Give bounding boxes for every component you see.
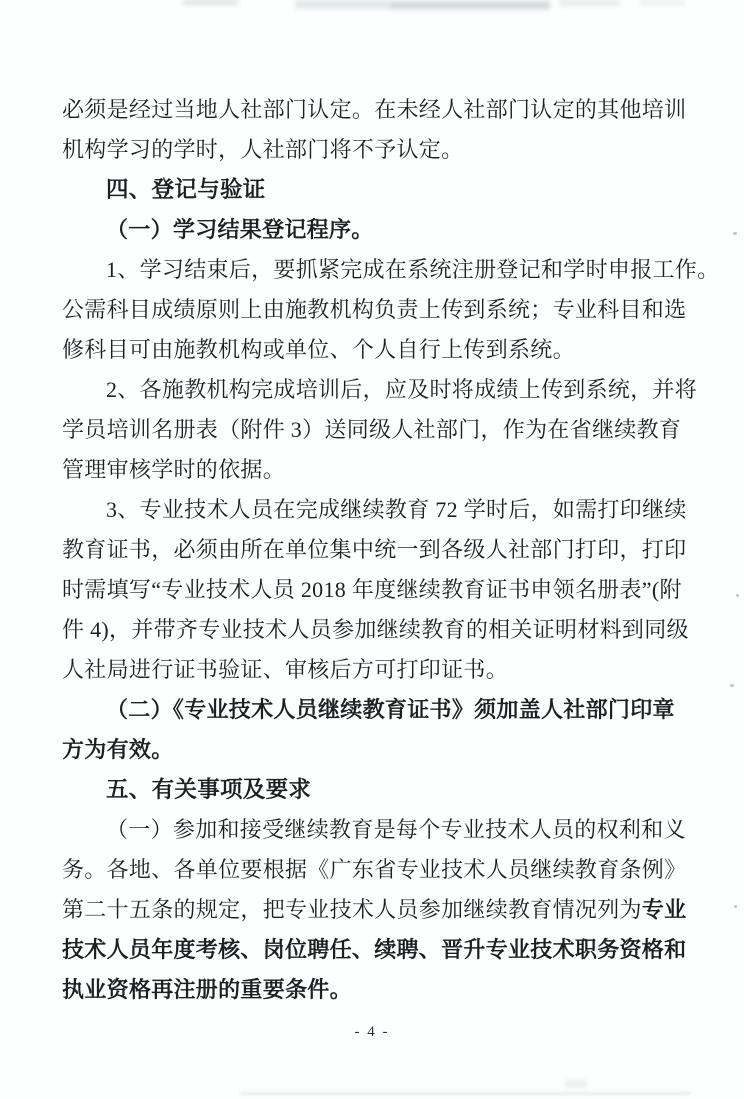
text-segment: 学员培训名册表（附件 3）送同级人社部门，作为在省继续教育 <box>62 417 682 442</box>
text-segment: 技术人员年度考核、岗位聘任、续聘、晋升专业技术职务资格和 <box>62 937 687 962</box>
text-segment: 专业 <box>641 897 687 922</box>
scan-artifact <box>240 1092 690 1095</box>
text-line <box>62 650 686 690</box>
scan-artifact <box>730 684 734 687</box>
text-segment: （一）学习结果登记程序。 <box>106 217 374 242</box>
text-line <box>62 970 686 1010</box>
text-segment: 教育证书，必须由所在单位集中统一到各级人社部门打印，打印 <box>62 537 687 562</box>
text-segment: 五、有关事项及要求 <box>106 777 312 802</box>
text-line <box>62 490 686 530</box>
scan-artifact <box>183 0 238 5</box>
text-line <box>62 930 686 970</box>
text-segment: 第二十五条的规定，把专业技术人员参加继续教育情况列为 <box>62 897 642 922</box>
text-segment: 执业资格再注册的重要条件。 <box>62 977 352 1002</box>
scan-artifact <box>736 594 739 597</box>
text-line <box>62 330 686 370</box>
text-line <box>62 210 686 250</box>
text-segment: 必须是经过当地人社部门认定。在未经人社部门认定的其他培训 <box>62 97 687 122</box>
text-line <box>62 810 686 850</box>
scan-artifact <box>390 3 550 10</box>
text-line <box>62 370 698 410</box>
text-segment: 件 4)，并带齐专业技术人员参加继续教育的相关证明材料到同级 <box>62 617 689 642</box>
text-segment: 方为有效。 <box>62 737 174 762</box>
text-segment: 1、学习结束后，要抓紧完成在系统注册登记和学时申报工作。 <box>106 257 720 282</box>
text-segment: （一）参加和接受继续教育是每个专业技术人员的权利和义 <box>106 817 686 842</box>
text-line <box>62 610 689 650</box>
scan-artifact <box>565 1080 587 1088</box>
text-line <box>62 450 686 490</box>
text-line <box>62 570 686 610</box>
text-line <box>62 250 720 290</box>
text-line <box>62 290 686 330</box>
text-segment: 3、专业技术人员在完成继续教育 72 学时后，如需打印继续 <box>106 497 687 522</box>
scan-artifact <box>733 232 737 235</box>
scan-artifact <box>295 0 550 9</box>
text-line <box>62 850 686 890</box>
text-segment: 修科目可由施教机构或单位、个人自行上传到系统。 <box>62 337 575 362</box>
document-lines <box>62 90 720 1010</box>
text-line <box>62 410 686 450</box>
scan-artifact <box>560 0 620 6</box>
text-segment: 公需科目成绩原则上由施教机构负责上传到系统；专业科目和选 <box>62 297 687 322</box>
text-line <box>62 730 686 770</box>
text-line <box>62 530 686 570</box>
page-number: - 4 - <box>354 1024 390 1040</box>
text-segment: 四、登记与验证 <box>106 177 266 202</box>
text-segment: 务。各地、各单位要根据《广东省专业技术人员继续教育条例》 <box>62 857 687 882</box>
text-segment: 机构学习的学时，人社部门将不予认定。 <box>62 137 464 162</box>
text-segment: 2、各施教机构完成培训后，应及时将成绩上传到系统，并将 <box>106 377 698 402</box>
text-segment: 管理审核学时的依据。 <box>62 457 286 482</box>
text-line <box>62 130 686 170</box>
text-line <box>62 890 686 930</box>
scan-artifact <box>734 905 737 908</box>
text-line <box>62 90 686 130</box>
text-line <box>62 170 686 210</box>
text-segment: 时需填写“专业技术人员 2018 年度继续教育证书申领名册表”(附 <box>62 577 682 602</box>
text-segment: 人社局进行证书验证、审核后方可打印证书。 <box>62 657 509 682</box>
text-segment: （二）《专业技术人员继续教育证书》须加盖人社部门印章 <box>106 697 675 722</box>
text-line <box>62 770 686 810</box>
scan-artifact <box>640 0 685 5</box>
text-line <box>62 690 686 730</box>
